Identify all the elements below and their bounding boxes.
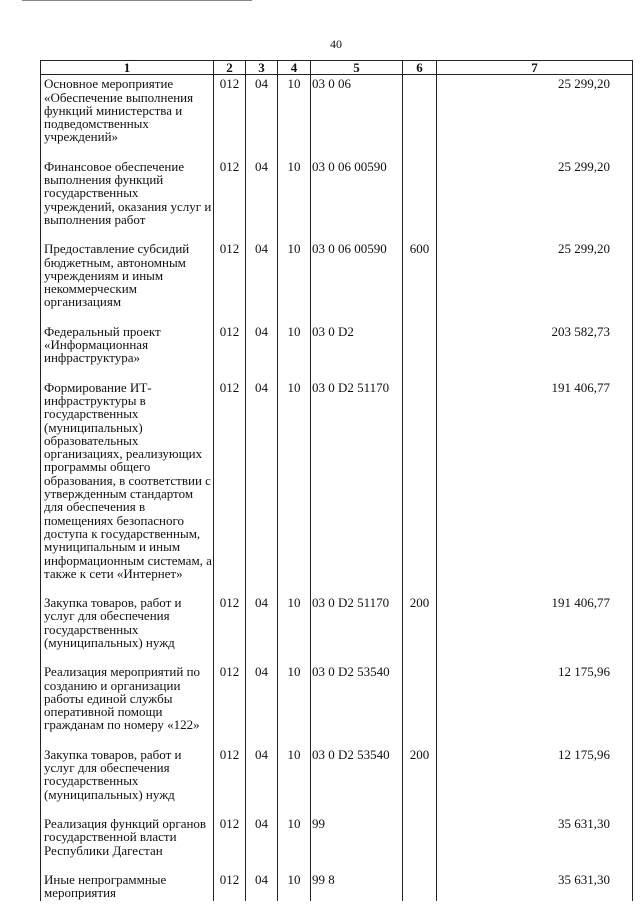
item-name: Закупка товаров, работ и услуг для обеспечения государственных (муниципальных) нужд: [41, 746, 214, 815]
section-code: 04: [246, 746, 278, 815]
item-name: Финансовое обеспечение выполнения функций государственных учреждений, оказания услуг и выполнения работ: [41, 158, 214, 240]
subsection-code: 10: [278, 323, 311, 379]
table-row: [41, 158, 633, 240]
amount: 12 175,96: [437, 746, 633, 815]
item-name: Формирование ИТ-инфраструктуры в государственных (муниципальных) образовательных организациях, реализующих программы общего образования, в соответствии с утвержденным стандартом для обеспечения в помещениях безопасного доступа к государственным, муниципальным и иным информационным системам, а также к сети «Интернет»: [41, 379, 214, 594]
table-row: [41, 75, 633, 158]
item-name: Основное мероприятие «Обеспечение выполнения функций министерства и подведомственных учреждений»: [41, 75, 214, 158]
item-name: Реализация мероприятий по созданию и организации работы единой службы оперативной помощи гражданам по номеру «122»: [41, 663, 214, 745]
amount: 191 406,77: [437, 379, 633, 594]
target-article-code: 99 8: [311, 871, 403, 902]
column-header: 3: [246, 61, 278, 75]
target-article-code: 03 0 06 00590: [311, 240, 403, 322]
section-code: 04: [246, 663, 278, 745]
item-name: Закупка товаров, работ и услуг для обеспечения государственных (муниципальных) нужд: [41, 594, 214, 663]
amount: 203 582,73: [437, 323, 633, 379]
subsection-code: 10: [278, 663, 311, 745]
page-number: 40: [330, 37, 342, 51]
section-code: 04: [246, 323, 278, 379]
subsection-code: 10: [278, 815, 311, 871]
subsection-code: 10: [278, 871, 311, 902]
target-article-code: 03 0 D2 53540: [311, 663, 403, 745]
ministry-code: 012: [214, 158, 246, 240]
expense-type-code: 200: [403, 746, 437, 815]
ministry-code: 012: [214, 594, 246, 663]
item-name: Предоставление субсидий бюджетным, автономным учреждениям и иным некоммерческим организациям: [41, 240, 214, 322]
amount: 25 299,20: [437, 240, 633, 322]
section-code: 04: [246, 815, 278, 871]
ministry-code: 012: [214, 815, 246, 871]
column-header: 1: [41, 61, 214, 75]
amount: 191 406,77: [437, 594, 633, 663]
section-code: 04: [246, 871, 278, 902]
target-article-code: 03 0 06 00590: [311, 158, 403, 240]
ministry-code: 012: [214, 75, 246, 158]
table-row: [41, 323, 633, 379]
section-code: 04: [246, 158, 278, 240]
scan-edge-line: [22, 0, 252, 1]
target-article-code: 03 0 D2 53540: [311, 746, 403, 815]
table-row: [41, 594, 633, 663]
ministry-code: 012: [214, 240, 246, 322]
expense-type-code: [403, 158, 437, 240]
ministry-code: 012: [214, 379, 246, 594]
target-article-code: 03 0 06: [311, 75, 403, 158]
ministry-code: 012: [214, 663, 246, 745]
section-code: 04: [246, 379, 278, 594]
item-name: Иные непрограммные мероприятия: [41, 871, 214, 902]
column-header: 5: [311, 61, 403, 75]
amount: 25 299,20: [437, 75, 633, 158]
subsection-code: 10: [278, 746, 311, 815]
column-header: 4: [278, 61, 311, 75]
table-row: [41, 240, 633, 322]
amount: 35 631,30: [437, 871, 633, 902]
expense-type-code: 600: [403, 240, 437, 322]
section-code: 04: [246, 594, 278, 663]
subsection-code: 10: [278, 594, 311, 663]
column-header: 2: [214, 61, 246, 75]
table-row: [41, 815, 633, 871]
column-header: 6: [403, 61, 437, 75]
item-name: Федеральный проект «Информационная инфраструктура»: [41, 323, 214, 379]
target-article-code: 03 0 D2: [311, 323, 403, 379]
ministry-code: 012: [214, 323, 246, 379]
table-row: [41, 746, 633, 815]
expense-type-code: [403, 323, 437, 379]
subsection-code: 10: [278, 158, 311, 240]
ministry-code: 012: [214, 746, 246, 815]
expense-type-code: [403, 815, 437, 871]
section-code: 04: [246, 240, 278, 322]
expense-type-code: [403, 75, 437, 158]
budget-table: [40, 60, 633, 901]
section-code: 04: [246, 75, 278, 158]
table-row: [41, 379, 633, 594]
amount: 35 631,30: [437, 815, 633, 871]
target-article-code: 03 0 D2 51170: [311, 379, 403, 594]
table-header-row: [41, 61, 633, 75]
expense-type-code: [403, 663, 437, 745]
column-header: 7: [437, 61, 633, 75]
subsection-code: 10: [278, 75, 311, 158]
expense-type-code: 200: [403, 594, 437, 663]
amount: 12 175,96: [437, 663, 633, 745]
target-article-code: 03 0 D2 51170: [311, 594, 403, 663]
expense-type-code: [403, 379, 437, 594]
item-name: Реализация функций органов государственной власти Республики Дагестан: [41, 815, 214, 871]
amount: 25 299,20: [437, 158, 633, 240]
subsection-code: 10: [278, 240, 311, 322]
table-row: [41, 871, 633, 902]
expense-type-code: [403, 871, 437, 902]
table-row: [41, 663, 633, 745]
ministry-code: 012: [214, 871, 246, 902]
target-article-code: 99: [311, 815, 403, 871]
subsection-code: 10: [278, 379, 311, 594]
